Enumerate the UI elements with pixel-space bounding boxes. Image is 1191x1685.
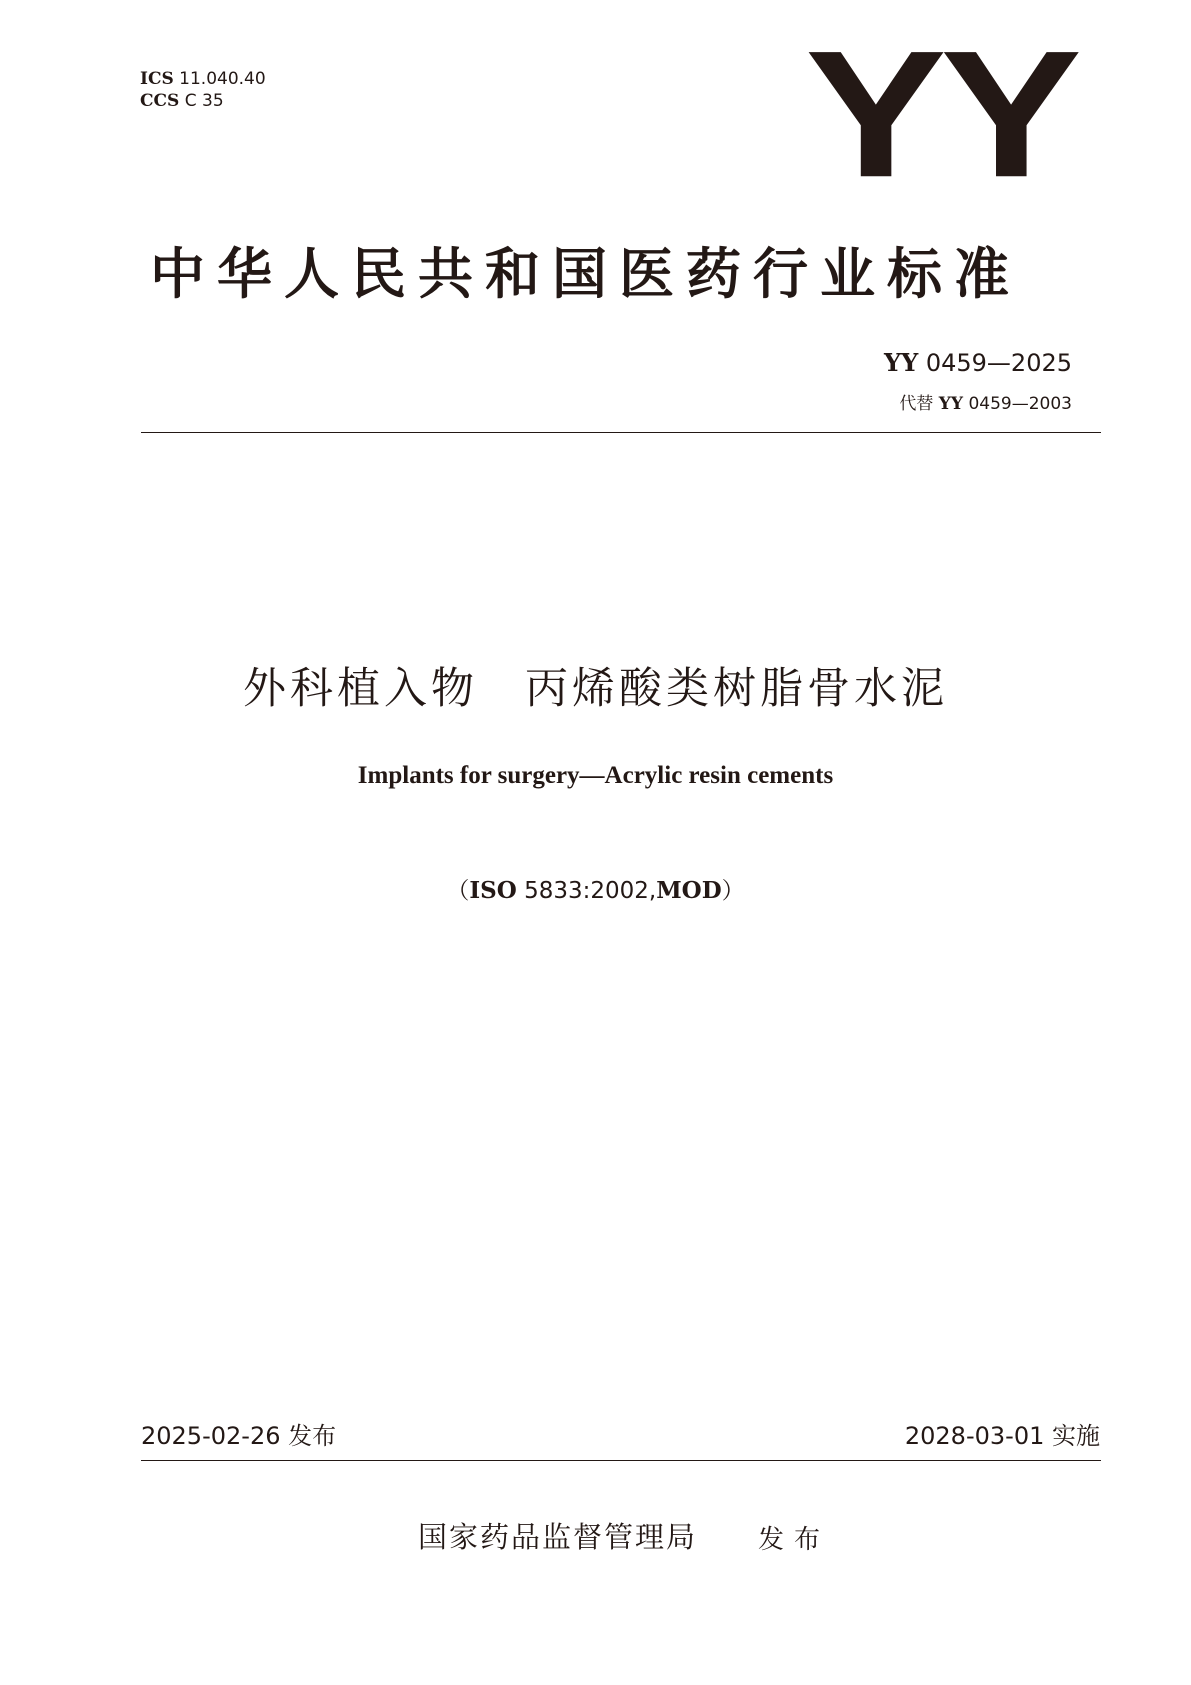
ccs-label: CCS — [140, 91, 180, 111]
replaces-label: 代替 — [899, 394, 934, 414]
ics-label: ICS — [140, 69, 174, 89]
standard-mark-logo: YY — [805, 13, 1076, 216]
adoption-iso: ISO — [469, 877, 517, 904]
ccs-line — [140, 91, 224, 111]
implement-date-line — [905, 1416, 1100, 1451]
publish-date: 2025-02-26 — [141, 1422, 281, 1450]
document-title-chinese: 外科植入物 丙烯酸类树脂骨水泥 — [243, 664, 948, 714]
replaces-code: 0459—2003 — [968, 394, 1072, 414]
ccs-code: C 35 — [184, 91, 224, 111]
replaces-line — [899, 389, 1072, 414]
standard-number-code: 0459—2025 — [925, 349, 1072, 377]
replaces-prefix: YY — [938, 394, 964, 414]
document-title-english: Implants for surgery—Acrylic resin cements — [357, 762, 834, 789]
implement-date: 2028-03-01 — [904, 1422, 1045, 1450]
ics-line — [140, 69, 266, 89]
issued-label: 发布 — [758, 1525, 831, 1555]
standard-type-title: 中华人民共和国医药行业标准 — [150, 242, 1022, 306]
publish-label: 发布 — [288, 1422, 337, 1450]
adoption-reference — [0, 872, 1191, 905]
header-divider — [141, 432, 1101, 433]
footer-divider — [141, 1460, 1101, 1461]
standard-number — [884, 348, 1072, 377]
adoption-mod: MOD — [656, 877, 722, 904]
publish-date-line — [141, 1416, 336, 1451]
adoption-open-paren: （ — [446, 878, 470, 904]
ics-code: 11.040.40 — [179, 69, 266, 89]
standard-number-prefix: YY — [883, 348, 919, 377]
implement-label: 实施 — [1052, 1422, 1100, 1450]
issuing-authority: 国家药品监督管理局 — [418, 1520, 698, 1554]
adoption-ref: 5833:2002, — [524, 878, 657, 904]
adoption-close-paren: ） — [721, 878, 745, 904]
